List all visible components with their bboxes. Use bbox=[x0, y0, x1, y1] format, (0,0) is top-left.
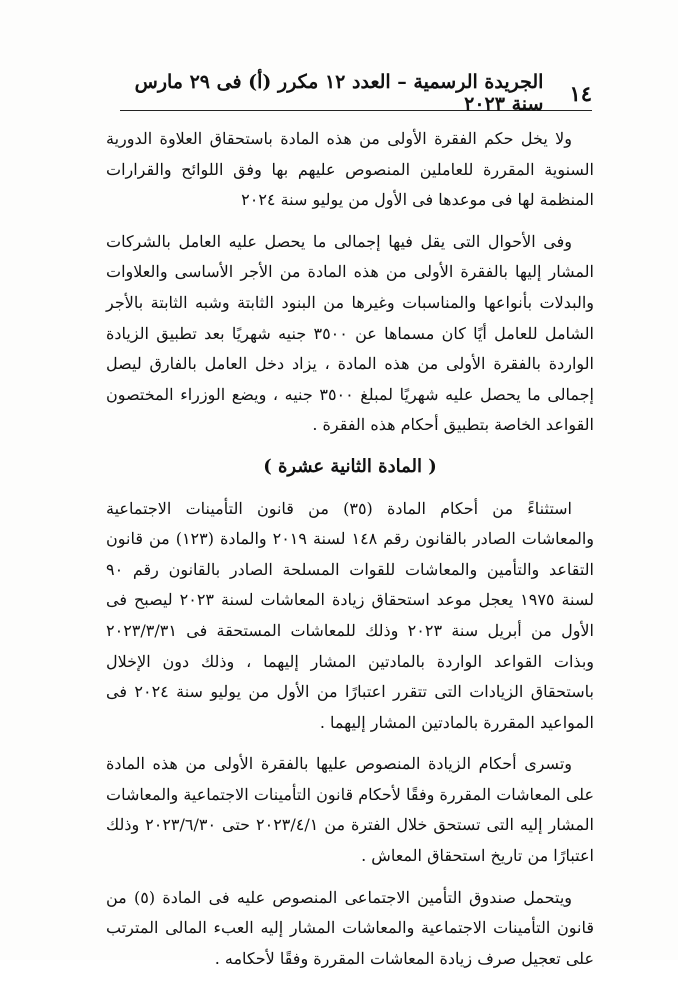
article-paragraph: وتسرى أحكام الزيادة المنصوص عليها بالفقرة الأولى من هذه المادة على المعاشات المقررة وفقًا لأحكام قانون التأمينات الاجتماعية والمعاشات المشار إليه التى تستحق خلال الفترة من ٢٠٢٣/٤/١ حتى ٢٠٢٣/٦/٣٠ وذلك اعتبارًا من تاريخ استحقاق المعاش . bbox=[106, 754, 594, 866]
article-title: ( المادة الثانية عشرة ) bbox=[263, 455, 437, 477]
page-header bbox=[120, 71, 592, 115]
article-paragraph: ويتحمل صندوق التأمين الاجتماعى المنصوص عليه فى المادة (٥) من قانون التأمينات الاجتماعية والمعاشات المشار إليه العبء المالى المترتب على تعجيل صرف زيادة المعاشات المقررة وفقًا لأحكامه . bbox=[106, 887, 594, 968]
header-title: الجريدة الرسمية – العدد ١٢ مكرر (أ) فى ٢٩ مارس سنة ٢٠٢٣ bbox=[134, 71, 544, 115]
paragraph: ولا يخل حكم الفقرة الأولى من هذه المادة باستحقاق العلاوة الدورية السنوية المقررة للعاملين المنصوص عليهم بها وفق اللوائح والقرارات المنظمة لها فى موعدها فى الأول من يوليو سنة ٢٠٢٤ bbox=[106, 129, 594, 210]
paragraph: وفى الأحوال التى يقل فيها إجمالى ما يحصل عليه العامل بالشركات المشار إليها بالفقرة الأولى من هذه المادة من الأجر الأساسى والعلاوات والبدلات بأنواعها والمناسبات وغيرها من البنود الثابتة وشبه الثابتة بالأجر الشامل للعامل أيًا كان مسماها عن ٣٥٠٠ جنيه شهريًا بعد تطبيق الزيادة الواردة بالفقرة الأولى من هذه المادة ، يزاد دخل العامل بالفارق ليصل إجمالى ما يحصل عليه شهريًا لمبلغ ٣٥٠٠ جنيه ، ويضع الوزراء المختصون القواعد الخاصة بتطبيق أحكام هذه الفقرة . bbox=[106, 231, 594, 435]
document-body bbox=[106, 124, 594, 985]
page-number: ١٤ bbox=[569, 80, 592, 106]
article-paragraph: استثناءً من أحكام المادة (٣٥) من قانون التأمينات الاجتماعية والمعاشات الصادر بالقانون رقم ١٤٨ لسنة ٢٠١٩ والمادة (١٢٣) من قانون التقاعد والتأمين والمعاشات للقوات المسلحة الصادر بالقانون رقم ٩٠ لسنة ١٩٧٥ يعجل موعد استحقاق زيادة المعاشات لسنة ٢٠٢٣ ليصبح فى الأول من أبريل سنة ٢٠٢٣ وذلك للمعاشات المستحقة فى ٢٠٢٣/٣/٣١ وبذات القواعد الواردة بالمادتين المشار إليهما ، وذلك دون الإخلال باستحقاق الزيادات التى تتقرر اعتبارًا من الأول من يوليو سنة ٢٠٢٤ فى المواعيد المقررة بالمادتين المشار إليهما . bbox=[106, 498, 595, 732]
